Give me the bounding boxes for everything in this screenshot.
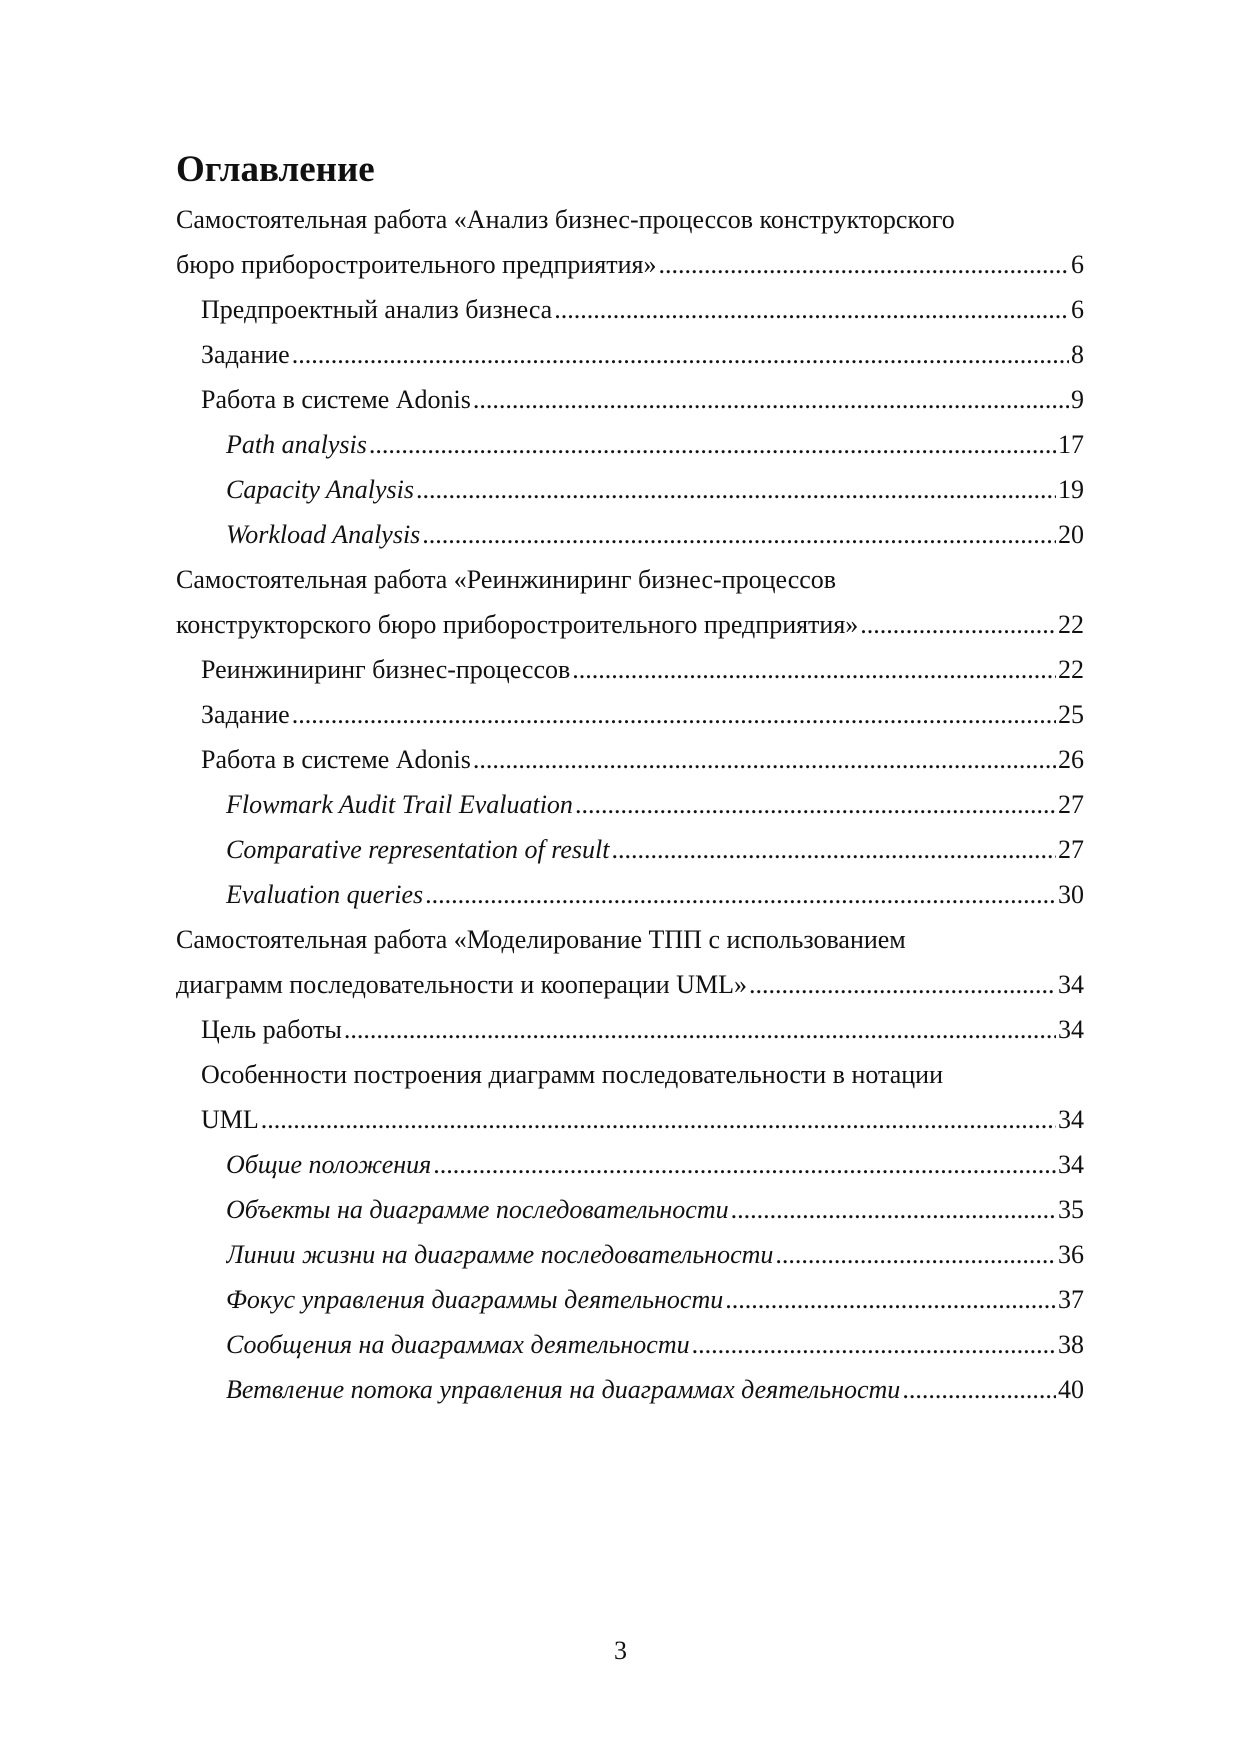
- toc-entry[interactable]: [0, 600, 1241, 650]
- toc-entry[interactable]: [0, 780, 1241, 830]
- toc-entry[interactable]: [0, 870, 1241, 920]
- toc-page-number: 22: [1058, 610, 1084, 639]
- toc-leader-dots: [572, 655, 1056, 685]
- toc-entry[interactable]: [0, 1365, 1241, 1415]
- toc-entry-text: Фокус управления диаграммы деятельности: [226, 1285, 724, 1314]
- toc-entry[interactable]: [0, 1005, 1241, 1055]
- toc-entry-text: Общие положения: [226, 1150, 432, 1179]
- toc-leader-dots: [860, 610, 1056, 640]
- toc-entry-first-line: Самостоятельная работа «Моделирование ТПП с использованием: [176, 925, 906, 954]
- toc-entry-text: Сообщения на диаграммах деятельности: [226, 1330, 690, 1359]
- toc-page-number: 26: [1058, 745, 1084, 774]
- toc-leader-dots: [575, 790, 1056, 820]
- toc-entry-text: Workload Analysis: [226, 520, 421, 549]
- toc-page-number: 25: [1058, 700, 1084, 729]
- toc-leader-dots: [731, 1195, 1056, 1225]
- toc-entry[interactable]: [0, 825, 1241, 875]
- toc-page-number: 20: [1058, 520, 1084, 549]
- toc-page-number: 27: [1058, 835, 1084, 864]
- toc-page-number: 9: [1071, 385, 1084, 414]
- toc-entry[interactable]: [0, 960, 1241, 1010]
- toc-leader-dots: [902, 1375, 1056, 1405]
- toc-page-number: 19: [1058, 475, 1084, 504]
- toc-entry[interactable]: [0, 420, 1241, 470]
- toc-entry-text: Реинжиниринг бизнес-процессов: [201, 655, 571, 684]
- toc-page-number: 6: [1071, 250, 1084, 279]
- toc-entry-text: Ветвление потока управления на диаграммах деятельности: [226, 1375, 901, 1404]
- toc-entry-text: Предпроектный анализ бизнеса: [201, 295, 553, 324]
- toc-page-number: 6: [1071, 295, 1084, 324]
- toc-entry-text: Capacity Analysis: [226, 475, 415, 504]
- toc-leader-dots: [659, 250, 1069, 280]
- toc-leader-dots: [425, 880, 1056, 910]
- toc-entry[interactable]: [0, 1320, 1241, 1370]
- toc-entry[interactable]: [0, 330, 1241, 380]
- toc-entry-first-line: Особенности построения диаграмм последовательности в нотации: [201, 1060, 943, 1089]
- toc-entry[interactable]: [0, 645, 1241, 695]
- toc-page-number: 35: [1058, 1195, 1084, 1224]
- toc-entry-first-line: Самостоятельная работа «Реинжиниринг бизнес-процессов: [176, 565, 837, 594]
- toc-entry-text: Задание: [201, 700, 290, 729]
- toc-leader-dots: [292, 340, 1069, 370]
- toc-page-number: 36: [1058, 1240, 1084, 1269]
- toc-page-number: 27: [1058, 790, 1084, 819]
- toc-entry-text: Evaluation queries: [226, 880, 424, 909]
- toc-leader-dots: [473, 745, 1056, 775]
- toc-page-number: 8: [1071, 340, 1084, 369]
- toc-entry-text: UML: [201, 1105, 259, 1134]
- toc-page-number: 34: [1058, 1150, 1084, 1179]
- toc-entry-text: бюро приборостроительного предприятия»: [176, 250, 657, 279]
- toc-page-number: 30: [1058, 880, 1084, 909]
- toc-entry-first-line: Самостоятельная работа «Анализ бизнес-процессов конструкторского: [176, 205, 955, 234]
- toc-page-number: 38: [1058, 1330, 1084, 1359]
- toc-leader-dots: [725, 1285, 1056, 1315]
- toc-entry[interactable]: [0, 1230, 1241, 1280]
- toc-entry[interactable]: [0, 1185, 1241, 1235]
- toc-entry-text: диаграмм последовательности и кооперации UML»: [176, 970, 747, 999]
- toc-entry-text: Comparative representation of result: [226, 835, 610, 864]
- toc-entry-text: Объекты на диаграмме последовательности: [226, 1195, 729, 1224]
- toc-leader-dots: [433, 1150, 1056, 1180]
- toc-leader-dots: [749, 970, 1056, 1000]
- toc-entry[interactable]: [0, 735, 1241, 785]
- toc-entry-text: Работа в системе Adonis: [201, 745, 471, 774]
- toc-entry[interactable]: [0, 375, 1241, 425]
- toc-entry-text: конструкторского бюро приборостроительного предприятия»: [176, 610, 859, 639]
- toc-entry[interactable]: [0, 510, 1241, 560]
- toc-page-number: 34: [1058, 1105, 1084, 1134]
- toc-page-number: 17: [1058, 430, 1084, 459]
- toc-entry[interactable]: [0, 465, 1241, 515]
- toc-leader-dots: [292, 700, 1056, 730]
- toc-entry-text: Линии жизни на диаграмме последовательности: [226, 1240, 774, 1269]
- toc-entry[interactable]: [0, 240, 1241, 290]
- toc-entry[interactable]: [0, 285, 1241, 335]
- toc-leader-dots: [775, 1240, 1056, 1270]
- toc-page-number: 40: [1058, 1375, 1084, 1404]
- toc-entry[interactable]: [0, 690, 1241, 740]
- toc-title: Оглавление: [176, 149, 375, 190]
- toc-entry-text: Цель работы: [201, 1015, 342, 1044]
- toc-leader-dots: [261, 1105, 1056, 1135]
- toc-leader-dots: [422, 520, 1056, 550]
- toc-leader-dots: [611, 835, 1056, 865]
- toc-leader-dots: [344, 1015, 1056, 1045]
- toc-entry-text: Задание: [201, 340, 290, 369]
- toc-page-number: 34: [1058, 970, 1084, 999]
- toc-leader-dots: [554, 295, 1069, 325]
- toc-page-number: 34: [1058, 1015, 1084, 1044]
- toc-page-number: 37: [1058, 1285, 1084, 1314]
- toc-page-number: 22: [1058, 655, 1084, 684]
- toc-entry-text: Path analysis: [226, 430, 367, 459]
- toc-leader-dots: [416, 475, 1056, 505]
- toc-entry[interactable]: [0, 1095, 1241, 1145]
- toc-entry-text: Работа в системе Adonis: [201, 385, 471, 414]
- toc-leader-dots: [369, 430, 1056, 460]
- toc-entry[interactable]: [0, 1275, 1241, 1325]
- toc-leader-dots: [692, 1330, 1056, 1360]
- toc-leader-dots: [473, 385, 1069, 415]
- toc-entry[interactable]: [0, 1140, 1241, 1190]
- page-number: 3: [614, 1636, 627, 1665]
- toc-entry-text: Flowmark Audit Trail Evaluation: [226, 790, 573, 819]
